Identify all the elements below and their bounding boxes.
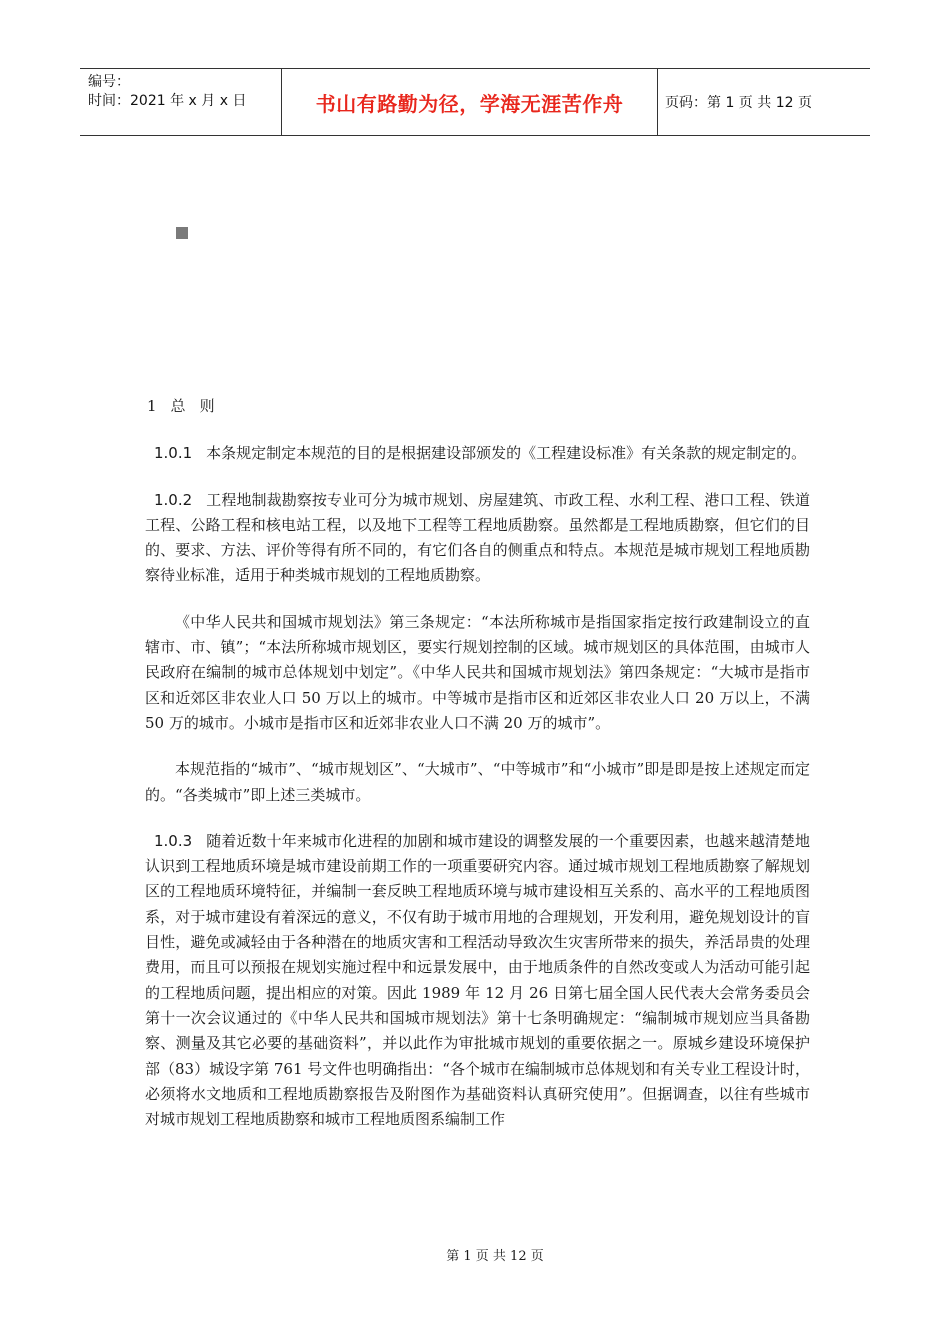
paragraph-city-definition: 《中华人民共和国城市规划法》第三条规定：“本法所称城市是指国家指定按行政建制设立的直辖市、市、镇”；“本法所称城市规划区，要实行规划控制的区域。城市规划区的具体范围，由城市人民政府在编制的城市总体规划中划定”。《中华人民共和国城市规划法》第四条规定：“大城市是指市区和近郊区非农业人口 50 万以上的城市。中等城市是指市区和近郊区非农业人口 20 万以上，不满 50 万的城市。小城市是指市区和近郊非农业人口不满 20 万的城市”。 (145, 612, 810, 732)
square-bullet-icon (176, 227, 188, 239)
section-number: 1 (147, 397, 157, 415)
paragraph-1-0-3 (145, 829, 810, 1133)
clause-number: 1.0.1 (154, 444, 193, 463)
paragraph-text: 随着近数十年来城市化进程的加剧和城市建设的调整发展的一个重要因素，也越来越清楚地认识到工程地质环境是城市建设前期工作的一项重要研究内容。通过城市规划工程地质勘察了解规划区的工程地质环境特征，并编制一套反映工程地质环境与城市建设相互关系的、高水平的工程地质图系，对于城市建设有着深远的意义，不仅有助于城市用地的合理规划，开发利用，避免规划设计的盲目性，避免或减轻由于各种潜在的地质灾害和工程活动导致次生灾害所带来的损失，养活昂贵的处理费用，而且可以预报在规划实施过程中和远景发展中，由于地质条件的自然改变或人为活动可能引起的工程地质问题，提出相应的对策。因此 1989 年 12 月 26 日第七届全国人民代表大会常务委员会第十一次会议通过的《中华人民共和国城市规划法》第十七条明确规定：“编制城市规划应当具备勘察、测量及其它必要的基础资料”，并以此作为审批城市规划的重要依据之一。原城乡建设环境保护部（83）城设字第 761 号文件也明确指出：“各个城市在编制城市总体规划和有关专业工程设计时，必须将水文地质和工程地质勘察报告及附图作为基础资料认真研究使用”。但据调查，以往有些城市对城市规划工程地质勘察和城市工程地质图系编制工作 (145, 831, 810, 1129)
clause-number: 1.0.2 (154, 490, 193, 509)
page-footer: 第 1 页 共 12 页 (446, 1249, 544, 1264)
paragraph-text: 本条规定制定本规范的目的是根据建设部颁发的《工程建设标准》有关条款的规定制定的。 (206, 444, 807, 463)
document-number-label: 编号： (88, 74, 130, 90)
document-header (80, 68, 870, 136)
header-meta-cell (80, 69, 282, 135)
document-body (145, 394, 810, 1153)
section-title-char-1: 总 (170, 397, 186, 415)
paragraph-1-0-2 (145, 488, 810, 589)
header-motto: 书山有路勤为径，学海无涯苦作舟 (282, 69, 658, 135)
paragraph-text: 工程地制裁勘察按专业可分为城市规划、房屋建筑、市政工程、水利工程、港口工程、铁道工程、公路工程和核电站工程，以及地下工程等工程地质勘察。虽然都是工程地质勘察，但它们的目的、要求、方法、评价等得有所不同的，有它们各自的侧重点和特点。本规范是城市规划工程地质勘察待业标准，适用于种类城市规划的工程地质勘察。 (145, 490, 810, 585)
header-page-info: 页码：第 1 页 共 12 页 (665, 95, 812, 111)
section-title (145, 394, 810, 419)
section-title-char-2: 则 (199, 397, 215, 415)
paragraph-1-0-1 (145, 441, 810, 466)
clause-number: 1.0.3 (154, 831, 193, 850)
paragraph-city-terms: 本规范指的“城市”、“城市规划区”、“大城市”、“中等城市”和“小城市”即是即是按上述规定而定的。“各类城市”即上述三类城市。 (145, 760, 810, 804)
document-date-label: 时间：2021 年 x 月 x 日 (88, 93, 247, 109)
